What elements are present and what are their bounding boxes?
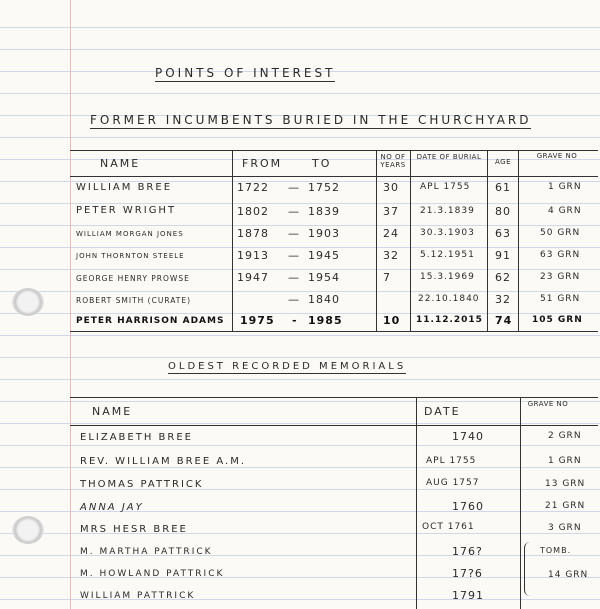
row-name: PETER HARRISON ADAMS [76,316,225,326]
row-name: ROBERT SMITH (CURATE) [76,296,192,305]
row-name: JOHN THORNTON STEELE [76,252,185,260]
memorial-name: ELIZABETH BREE [80,432,193,443]
grouped-grave-number: 14 GRN [548,570,589,580]
table2-top-border [70,397,598,398]
table1-col-divider [376,150,377,331]
row-age: 63 [495,227,511,240]
header-burial: DATE OF BURIAL [416,153,482,161]
row-dash: — [288,293,300,306]
row-from: 1802 [237,205,269,218]
row-years: 30 [383,181,399,194]
row-burial: 5.12.1951 [420,250,475,260]
section1-title: FORMER INCUMBENTS BURIED IN THE CHURCHYARD [90,113,532,127]
table1-col-divider [487,150,488,331]
row-dash: — [288,271,300,284]
row-grave: 51 GRN [540,294,581,304]
row-name: WILLIAM BREE [76,182,173,193]
row-grave: 105 GRN [532,315,583,325]
row-age: 61 [495,181,511,194]
memorial-name: M. MARTHA PATTRICK [80,547,213,557]
header-years: NO OF YEARS [380,153,406,169]
memorial-date: 1791 [452,589,484,602]
row-grave: 63 GRN [540,250,581,260]
row-burial: 22.10.1840 [418,294,480,304]
row-to: 1985 [308,314,343,327]
memorial-grave: 1 GRN [548,456,582,466]
row-to: 1840 [308,293,340,306]
row-years: 24 [383,227,399,240]
memorial-date: 17?6 [452,567,483,580]
row-grave: 4 GRN [548,206,582,216]
table2-col-divider [416,397,417,609]
memorial-name: THOMAS PATTRICK [80,479,204,490]
row-age: 32 [495,293,511,306]
punch-hole-bottom [12,516,44,544]
row-from: 1947 [237,271,269,284]
row-from: 1975 [240,314,275,327]
row-to: 1839 [308,205,340,218]
memorial-grave: 13 GRN [545,479,586,489]
row-years: 7 [383,271,391,284]
row-burial: 30.3.1903 [420,228,475,238]
row-burial: 11.12.2015 [416,315,483,325]
row-dash: — [288,181,300,194]
memorial-date: APL 1755 [426,456,477,466]
row-burial: APL 1755 [420,182,471,192]
memorial-grave: 2 GRN [548,431,582,441]
header2-name: NAME [92,405,133,418]
table1-col-divider [232,150,233,331]
row-to: 1903 [308,227,340,240]
row-grave: 1 GRN [548,182,582,192]
row-from: 1878 [237,227,269,240]
row-dash: — [288,249,300,262]
row-years: 10 [383,314,401,327]
grouped-grave-brace [524,542,535,596]
row-from: 1913 [237,249,269,262]
row-from: 1722 [237,181,269,194]
memorial-date: AUG 1757 [426,478,480,488]
memorial-name: ANNA JAY [80,502,144,513]
row-name: PETER WRIGHT [76,205,177,216]
table1-col-divider [518,150,519,331]
header-from: FROM [242,157,283,170]
row-years: 32 [383,249,399,262]
row-to: 1954 [308,271,340,284]
row-burial: 21.3.1839 [420,206,475,216]
header2-date: DATE [424,405,461,418]
row-age: 80 [495,205,511,218]
memorial-date: OCT 1761 [422,522,475,532]
row-age: 91 [495,249,511,262]
row-name: GEORGE HENRY PROWSE [76,274,190,283]
row-name: WILLIAM MORGAN JONES [76,230,184,238]
header-grave: GRAVE NO [536,152,578,160]
memorial-grave: 3 GRN [548,523,582,533]
memorial-date: 176? [452,545,483,558]
row-to: 1945 [308,249,340,262]
row-grave: 23 GRN [540,272,581,282]
memorial-name: MRS HESR BREE [80,524,188,535]
section2-title: OLDEST RECORDED MEMORIALS [168,361,407,372]
memorial-date: 1740 [452,430,484,443]
row-years: 37 [383,205,399,218]
memorial-name: M. HOWLAND PATTRICK [80,569,225,579]
row-dash: - [292,314,298,327]
table1-col-divider [410,150,411,331]
memorial-name: WILLIAM PATTRICK [80,591,196,601]
row-age: 62 [495,271,511,284]
header-name: NAME [100,157,141,170]
row-age: 74 [495,314,513,327]
grouped-grave-label: TOMB. [540,546,572,555]
row-burial: 15.3.1969 [420,272,475,282]
row-dash: — [288,205,300,218]
header-to: TO [312,157,332,170]
table1-bottom-border [70,331,598,332]
table2-col-divider [520,397,521,609]
header2-grave: GRAVE NO [527,400,569,408]
header-age: AGE [494,158,511,166]
row-to: 1752 [308,181,340,194]
row-grave: 50 GRN [540,228,581,238]
page-heading: POINTS OF INTEREST [155,66,336,80]
memorial-name: REV. WILLIAM BREE A.M. [80,456,247,467]
memorial-date: 1760 [452,500,484,513]
margin-line [70,0,71,609]
table2-header-border [70,425,598,426]
punch-hole-top [12,288,44,316]
row-dash: — [288,227,300,240]
memorial-grave: 21 GRN [545,501,586,511]
